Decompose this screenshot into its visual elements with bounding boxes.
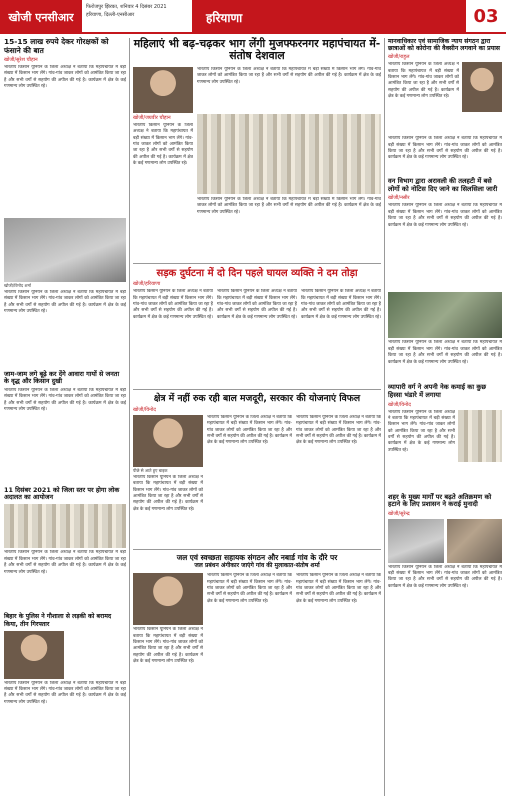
- encroach-headline: शहर के मुख्य मार्गों पर बढ़ते अतिक्रमण को हटाने के लिए प्रशासन ने कराई मुनादी: [388, 492, 492, 509]
- water-body-2: भारतीय किसान यूनियन के जिला अध्यक्ष ने बताया कि महापंचायत में बड़ी संख्या में किसान भाग लेंगे। गांव-गांव जाकर लोगों को आमंत्रित किया जा रहा है और सभी वर्गों से सहयोग की अपील की गई है। कार्यक्रम में क्षेत्र के कई गणमान्य लोग उपस्थित रहे।: [207, 573, 292, 604]
- page-number: 03: [466, 0, 506, 34]
- left-top-headline: 15-15 लाख रुपये देकर गोरक्षकों को फंसाने की बात: [4, 37, 109, 55]
- bihar-photo: [4, 631, 64, 679]
- labour-photo-col: [133, 415, 203, 545]
- right-top-portrait: [462, 62, 502, 112]
- lok-adalat-photo: [4, 504, 126, 548]
- masthead-date: फिरोजपुर झिरका, शनिवार 4 दिसंबर 2021: [86, 4, 167, 10]
- left-mid-headline: जाम-जाम लगे बूढ़े कर देंगे आवारा गायों से जनता के वृद्ध और किसान दुखी: [4, 370, 120, 386]
- forest-byline: खोजी/नसीर: [388, 195, 410, 202]
- labour-body-1: भारतीय किसान यूनियन के जिला अध्यक्ष ने बताया कि महापंचायत में बड़ी संख्या में किसान भाग लेंगे। गांव-गांव जाकर लोगों को आमंत्रित किया जा रहा है और सभी वर्गों से सहयोग की अपील की गई है। कार्यक्रम में क्षेत्र के कई गणमान्य लोग उपस्थित रहे।: [133, 474, 203, 512]
- forest-body: भारतीय किसान यूनियन के जिला अध्यक्ष ने बताया कि महापंचायत में बड़ी संख्या में किसान भाग लेंगे। गांव-गांव जाकर लोगों को आमंत्रित किया जा रहा है और सभी वर्गों से सहयोग की अपील की गई है। कार्यक्रम में क्षेत्र के कई गणमान्य लोग उपस्थित रहे।: [388, 203, 502, 228]
- left-top-body: भारतीय किसान यूनियन के जिला अध्यक्ष ने बताया कि महापंचायत में बड़ी संख्या में किसान भाग लेंगे। गांव-गांव जाकर लोगों को आमंत्रित किया जा रहा है और सभी वर्गों से सहयोग की अपील की गई है। कार्यक्रम में क्षेत्र के कई गणमान्य लोग उपस्थित रहे।: [4, 65, 126, 90]
- accident-story: [133, 289, 381, 385]
- right-top-story: [388, 62, 502, 134]
- right-top-body-2: भारतीय किसान यूनियन के जिला अध्यक्ष ने बताया कि महापंचायत में बड़ी संख्या में किसान भाग लेंगे। गांव-गांव जाकर लोगों को आमंत्रित किया जा रहा है और सभी वर्गों से सहयोग की अपील की गई है। कार्यक्रम में क्षेत्र के कई गणमान्य लोग उपस्थित रहे।: [388, 136, 502, 161]
- water-body-3: भारतीय किसान यूनियन के जिला अध्यक्ष ने बताया कि महापंचायत में बड़ी संख्या में किसान भाग लेंगे। गांव-गांव जाकर लोगों को आमंत्रित किया जा रहा है और सभी वर्गों से सहयोग की अपील की गई है। कार्यक्रम में क्षेत्र के कई गणमान्य लोग उपस्थित रहे।: [296, 573, 381, 604]
- bihar-body: भारतीय किसान यूनियन के जिला अध्यक्ष ने बताया कि महापंचायत में बड़ी संख्या में किसान भाग लेंगे। गांव-गांव जाकर लोगों को आमंत्रित किया जा रहा है और सभी वर्गों से सहयोग की अपील की गई है। कार्यक्रम में क्षेत्र के कई गणमान्य लोग उपस्थित रहे।: [4, 680, 126, 705]
- trader-byline: खोजी/विनोद: [388, 401, 411, 408]
- column-rule-left: [129, 38, 130, 796]
- section-title: हरियाणा: [192, 0, 466, 34]
- water-photo-col: [133, 573, 203, 677]
- cow-photo-caption: खोजी/विनोद शर्मा: [4, 283, 31, 289]
- labour-byline: खोजी/विनोद: [133, 406, 156, 413]
- encroach-photos: [388, 519, 502, 563]
- water-subheadline: जल प्रबंधन अंगीकार जाएंगे गांव की मुलाकात-संतोष शर्मा: [194, 562, 320, 570]
- right-column: [388, 38, 502, 645]
- left-column: [4, 38, 126, 741]
- newspaper-logo: खोजी एनसीआर: [0, 0, 82, 34]
- water-portrait: [133, 573, 203, 625]
- water-body-1: भारतीय किसान यूनियन के जिला अध्यक्ष ने बताया कि महापंचायत में बड़ी संख्या में किसान भाग लेंगे। गांव-गांव जाकर लोगों को आमंत्रित किया जा रहा है और सभी वर्गों से सहयोग की अपील की गई है। कार्यक्रम में क्षेत्र के कई गणमान्य लोग उपस्थित रहे।: [133, 627, 203, 665]
- trader-story: [388, 410, 502, 490]
- accident-byline: खोजी/हरियाणा: [133, 281, 161, 288]
- right-top-byline: खोजी/राहुल: [388, 54, 410, 61]
- masthead-region: हरियाणा, दिल्ली-एनसीआर: [86, 11, 135, 18]
- lok-adalat-headline: 11 दिसंबर 2021 को जिला स्तर पर होगा लोक अदालत का आयोजन: [4, 485, 120, 502]
- masthead: [0, 0, 506, 34]
- encroach-byline: खोजी/सुरेन्द्र: [388, 510, 410, 517]
- labour-portrait: [133, 415, 203, 467]
- accident-body-1: भारतीय किसान यूनियन के जिला अध्यक्ष ने बताया कि महापंचायत में बड़ी संख्या में किसान भाग लेंगे। गांव-गांव जाकर लोगों को आमंत्रित किया जा रहा है और सभी वर्गों से सहयोग की अपील की गई है। कार्यक्रम में क्षेत्र के कई गणमान्य लोग उपस्थित रहे।: [133, 289, 213, 320]
- lead-body-2: भारतीय किसान यूनियन के जिला अध्यक्ष ने बताया कि महापंचायत में बड़ी संख्या में किसान भाग लेंगे। गांव-गांव जाकर लोगों को आमंत्रित किया जा रहा है और सभी वर्गों से सहयोग की अपील की गई है। कार्यक्रम में क्षेत्र के कई गणमान्य लोग उपस्थित रहे।: [197, 66, 381, 85]
- water-story: [133, 573, 381, 677]
- lead-crowd-photo: [197, 114, 381, 194]
- lead-body-1: भारतीय किसान यूनियन के जिला अध्यक्ष ने बताया कि महापंचायत में बड़ी संख्या में किसान भाग लेंगे। गांव-गांव जाकर लोगों को आमंत्रित किया जा रहा है और सभी वर्गों से सहयोग की अपील की गई है। कार्यक्रम में क्षेत्र के कई गणमान्य लोग उपस्थित रहे।: [133, 122, 193, 167]
- lok-adalat-body: भारतीय किसान यूनियन के जिला अध्यक्ष ने बताया कि महापंचायत में बड़ी संख्या में किसान भाग लेंगे। गांव-गांव जाकर लोगों को आमंत्रित किया जा रहा है और सभी वर्गों से सहयोग की अपील की गई है। कार्यक्रम में क्षेत्र के कई गणमान्य लोग उपस्थित रहे।: [4, 550, 126, 575]
- left-mid-body: भारतीय किसान यूनियन के जिला अध्यक्ष ने बताया कि महापंचायत में बड़ी संख्या में किसान भाग लेंगे। गांव-गांव जाकर लोगों को आमंत्रित किया जा रहा है और सभी वर्गों से सहयोग की अपील की गई है। कार्यक्रम में क्षेत्र के कई गणमान्य लोग उपस्थित रहे।: [4, 290, 126, 315]
- left-top-byline: खोजी/सुरेश चौहान: [4, 57, 38, 64]
- trader-headline: व्यापारी वर्ग ने अपनी नेक कमाई का कुछ हिस्सा भंडारे में लगाया: [388, 383, 487, 399]
- lead-photo-col: [197, 67, 381, 259]
- trader-photo: [458, 410, 502, 462]
- encroach-photo-1: [388, 519, 444, 563]
- lead-text-col: [133, 67, 193, 259]
- column-rule-right: [384, 38, 385, 796]
- trader-body: भारतीय किसान यूनियन के जिला अध्यक्ष ने बताया कि महापंचायत में बड़ी संख्या में किसान भाग लेंगे। गांव-गांव जाकर लोगों को आमंत्रित किया जा रहा है और सभी वर्गों से सहयोग की अपील की गई है। कार्यक्रम में क्षेत्र के कई गणमान्य लोग उपस्थित रहे।: [388, 409, 455, 453]
- encroach-photo-2: [447, 519, 503, 563]
- main-rule-1: [133, 263, 381, 264]
- right-top-body: भारतीय किसान यूनियन के जिला अध्यक्ष ने बताया कि महापंचायत में बड़ी संख्या में किसान भाग लेंगे। गांव-गांव जाकर लोगों को आमंत्रित किया जा रहा है और सभी वर्गों से सहयोग की अपील की गई है। कार्यक्रम में क्षेत्र के कई गणमान्य लोग उपस्थित रहे।: [388, 62, 459, 100]
- right-top-headline: मानवाधिकार एवं सामाजिक न्याय संगठन द्वारा छात्राओं को कोरोना की वैक्सीन लगवाने का प्रयास: [388, 38, 500, 53]
- bihar-headline: बिहार के पुलिस ने गौशाला से लड़की को बरामद किया, तीन गिरफ्तार: [4, 613, 112, 628]
- labour-headline: क्षेत्र में नहीं रुक रही बाल मजदूरी, सरकार की योजनाएं विफल: [153, 393, 361, 405]
- main-rule-2: [133, 389, 381, 390]
- labour-portrait-caption: पीछे से आते हुए बाइक: [133, 467, 168, 473]
- main-column: [133, 38, 381, 677]
- lead-headline: महिलाएं भी बढ़-चढ़कर भाग लेंगी मुजफ्फरनगर महापंचायत में-संतोष देशवाल: [133, 37, 381, 63]
- labour-story: [133, 415, 381, 545]
- labour-body-3: भारतीय किसान यूनियन के जिला अध्यक्ष ने बताया कि महापंचायत में बड़ी संख्या में किसान भाग लेंगे। गांव-गांव जाकर लोगों को आमंत्रित किया जा रहा है और सभी वर्गों से सहयोग की अपील की गई है। कार्यक्रम में क्षेत्र के कई गणमान्य लोग उपस्थित रहे।: [296, 414, 381, 446]
- forest-body-2: भारतीय किसान यूनियन के जिला अध्यक्ष ने बताया कि महापंचायत में बड़ी संख्या में किसान भाग लेंगे। गांव-गांव जाकर लोगों को आमंत्रित किया जा रहा है और सभी वर्गों से सहयोग की अपील की गई है। कार्यक्रम में क्षेत्र के कई गणमान्य लोग उपस्थित रहे।: [388, 340, 502, 365]
- water-headline: जल एवं स्वच्छता सहायक संगठन और नबार्ड गांव के दौरे पर: [176, 552, 338, 562]
- main-rule-3: [133, 549, 381, 550]
- cow-photo: [4, 218, 126, 282]
- accident-headline: सड़क दुर्घटना में दो दिन पहले घायल व्यक्ति ने दम तोड़ा: [156, 267, 358, 279]
- lead-portrait: [133, 67, 193, 113]
- labour-body-2: भारतीय किसान यूनियन के जिला अध्यक्ष ने बताया कि महापंचायत में बड़ी संख्या में किसान भाग लेंगे। गांव-गांव जाकर लोगों को आमंत्रित किया जा रहा है और सभी वर्गों से सहयोग की अपील की गई है। कार्यक्रम में क्षेत्र के कई गणमान्य लोग उपस्थित रहे।: [207, 414, 292, 446]
- accident-body-2: भारतीय किसान यूनियन के जिला अध्यक्ष ने बताया कि महापंचायत में बड़ी संख्या में किसान भाग लेंगे। गांव-गांव जाकर लोगों को आमंत्रित किया जा रहा है और सभी वर्गों से सहयोग की अपील की गई है। कार्यक्रम में क्षेत्र के कई गणमान्य लोग उपस्थित रहे।: [217, 289, 297, 320]
- forest-headline: वन विभाग द्वारा अरावली की तलहटी में बसे लोगों को नोटिस दिए जाने का सिलसिला जारी: [388, 177, 498, 193]
- lead-story: [133, 67, 381, 259]
- encroach-body: भारतीय किसान यूनियन के जिला अध्यक्ष ने बताया कि महापंचायत में बड़ी संख्या में किसान भाग लेंगे। गांव-गांव जाकर लोगों को आमंत्रित किया जा रहा है और सभी वर्गों से सहयोग की अपील की गई है। कार्यक्रम में क्षेत्र के कई गणमान्य लोग उपस्थित रहे।: [388, 564, 502, 589]
- lead-body-3: भारतीय किसान यूनियन के जिला अध्यक्ष ने बताया कि महापंचायत में बड़ी संख्या में किसान भाग लेंगे। गांव-गांव जाकर लोगों को आमंत्रित किया जा रहा है और सभी वर्गों से सहयोग की अपील की गई है। कार्यक्रम में क्षेत्र के कई गणमान्य लोग उपस्थित रहे।: [197, 196, 381, 215]
- lead-byline: खोजी/जयवीर चौहान: [133, 114, 171, 121]
- left-mid-body-2: भारतीय किसान यूनियन के जिला अध्यक्ष ने बताया कि महापंचायत में बड़ी संख्या में किसान भाग लेंगे। गांव-गांव जाकर लोगों को आमंत्रित किया जा रहा है और सभी वर्गों से सहयोग की अपील की गई है। कार्यक्रम में क्षेत्र के कई गणमान्य लोग उपस्थित रहे।: [4, 387, 126, 412]
- masthead-meta: [82, 0, 192, 34]
- forest-photo: [388, 292, 502, 338]
- accident-body-3: भारतीय किसान यूनियन के जिला अध्यक्ष ने बताया कि महापंचायत में बड़ी संख्या में किसान भाग लेंगे। गांव-गांव जाकर लोगों को आमंत्रित किया जा रहा है और सभी वर्गों से सहयोग की अपील की गई है। कार्यक्रम में क्षेत्र के कई गणमान्य लोग उपस्थित रहे।: [301, 289, 381, 320]
